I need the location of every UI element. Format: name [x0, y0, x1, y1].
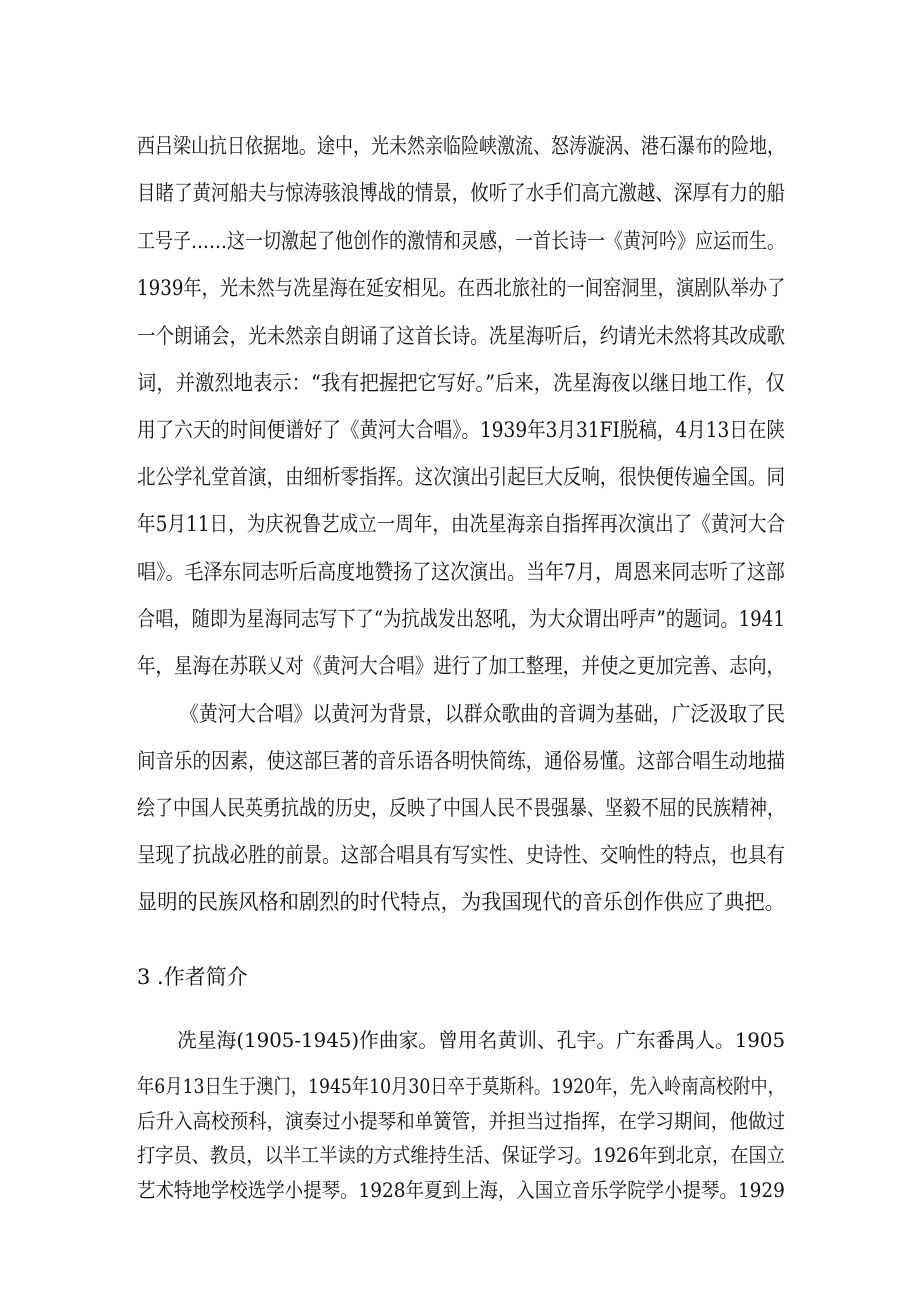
- text-line: 艺术特地学校选学小提琴。1928年夏到上海，入国立音乐学院学小提琴。1929: [137, 1178, 785, 1202]
- text-line: 唱》。毛泽东同志听后高度地赞扬了这次演出。当年7月，周恩来同志听了这部: [137, 560, 785, 584]
- text-line: 打字员、教员，以半工半读的方式维持生活、保证学习。1926年到北京，在国立: [137, 1143, 785, 1167]
- text-line: 合唱，随即为星海同志写下了“为抗战发出怒吼，为大众谓出呼声”的题词。1941: [137, 607, 785, 631]
- text-line: 用了六天的时间便谱好了《黄河大合唱》。1939年3月31FI脱稿，4月13日在陕: [137, 418, 785, 442]
- text-line: 一个朗诵会，光未然亲自朗诵了这首长诗。冼星海听后，约请光未然将其改成歌: [137, 324, 785, 348]
- text-line: 工号子……这一切激起了他创作的激情和灵感，一首长诗一《黄河吟》应运而生。: [137, 229, 785, 253]
- section-heading: 3 .作者简介: [137, 965, 248, 989]
- text-line: 绘了中国人民英勇抗战的历史，反映了中国人民不畏强暴、坚毅不屈的民族精神，: [137, 796, 785, 820]
- text-line: 间音乐的因素，使这部巨著的音乐语各明快简练，通俗易懂。这部合唱生动地描: [137, 749, 785, 773]
- text-line: 显明的民族风格和剧烈的时代特点，为我国现代的音乐创作供应了典把。: [137, 890, 786, 914]
- text-line: 年5月11日，为庆祝鲁艺成立一周年，由冼星海亲自指挥再次演出了《黄河大合: [137, 512, 786, 536]
- text-line: 年，星海在苏联乂对《黄河大合唱》进行了加工整理，并使之更加完善、志向，: [137, 654, 785, 678]
- text-line: 冼星海(1905-1945)作曲家。曾用名黄训、孔宇。广东番禺人。1905: [177, 1028, 786, 1052]
- text-line: 1939年，光未然与冼星海在延安相见。在西北旅社的一间窑洞里，演剧队举办了: [137, 276, 786, 300]
- text-line: 呈现了抗战必胜的前景。这部合唱具有写实性、史诗性、交响性的特点，也具有: [137, 843, 785, 867]
- text-line: 词，并激烈地表示：“我有把握把它写好。”后来，冼星海夜以继日地工作，仅: [137, 371, 786, 395]
- text-line: 年6月13日生于澳门，1945年10月30日卒于莫斯科。1920年，先入岭南高校附中，: [137, 1074, 785, 1098]
- text-line: 北公学礼堂首演，由细析零指挥。这次演出引起巨大反响，很快便传遍全国。同: [137, 465, 785, 489]
- text-line: 西吕梁山抗日依据地。途中，光未然亲临险峡激流、怒涛漩涡、港石瀑布的险地，: [137, 134, 785, 158]
- text-line: 《黄河大合唱》以黄河为背景，以群众歌曲的音调为基础，广泛汲取了民: [180, 702, 786, 726]
- text-line: 目睹了黄河船夫与惊涛骇浪博战的情景，攸听了水手们高亢激越、深厚有力的船: [137, 181, 785, 205]
- text-line: 后升入高校预科，演奏过小提琴和单簧管，并担当过指挥，在学习期间，他做过: [137, 1109, 785, 1133]
